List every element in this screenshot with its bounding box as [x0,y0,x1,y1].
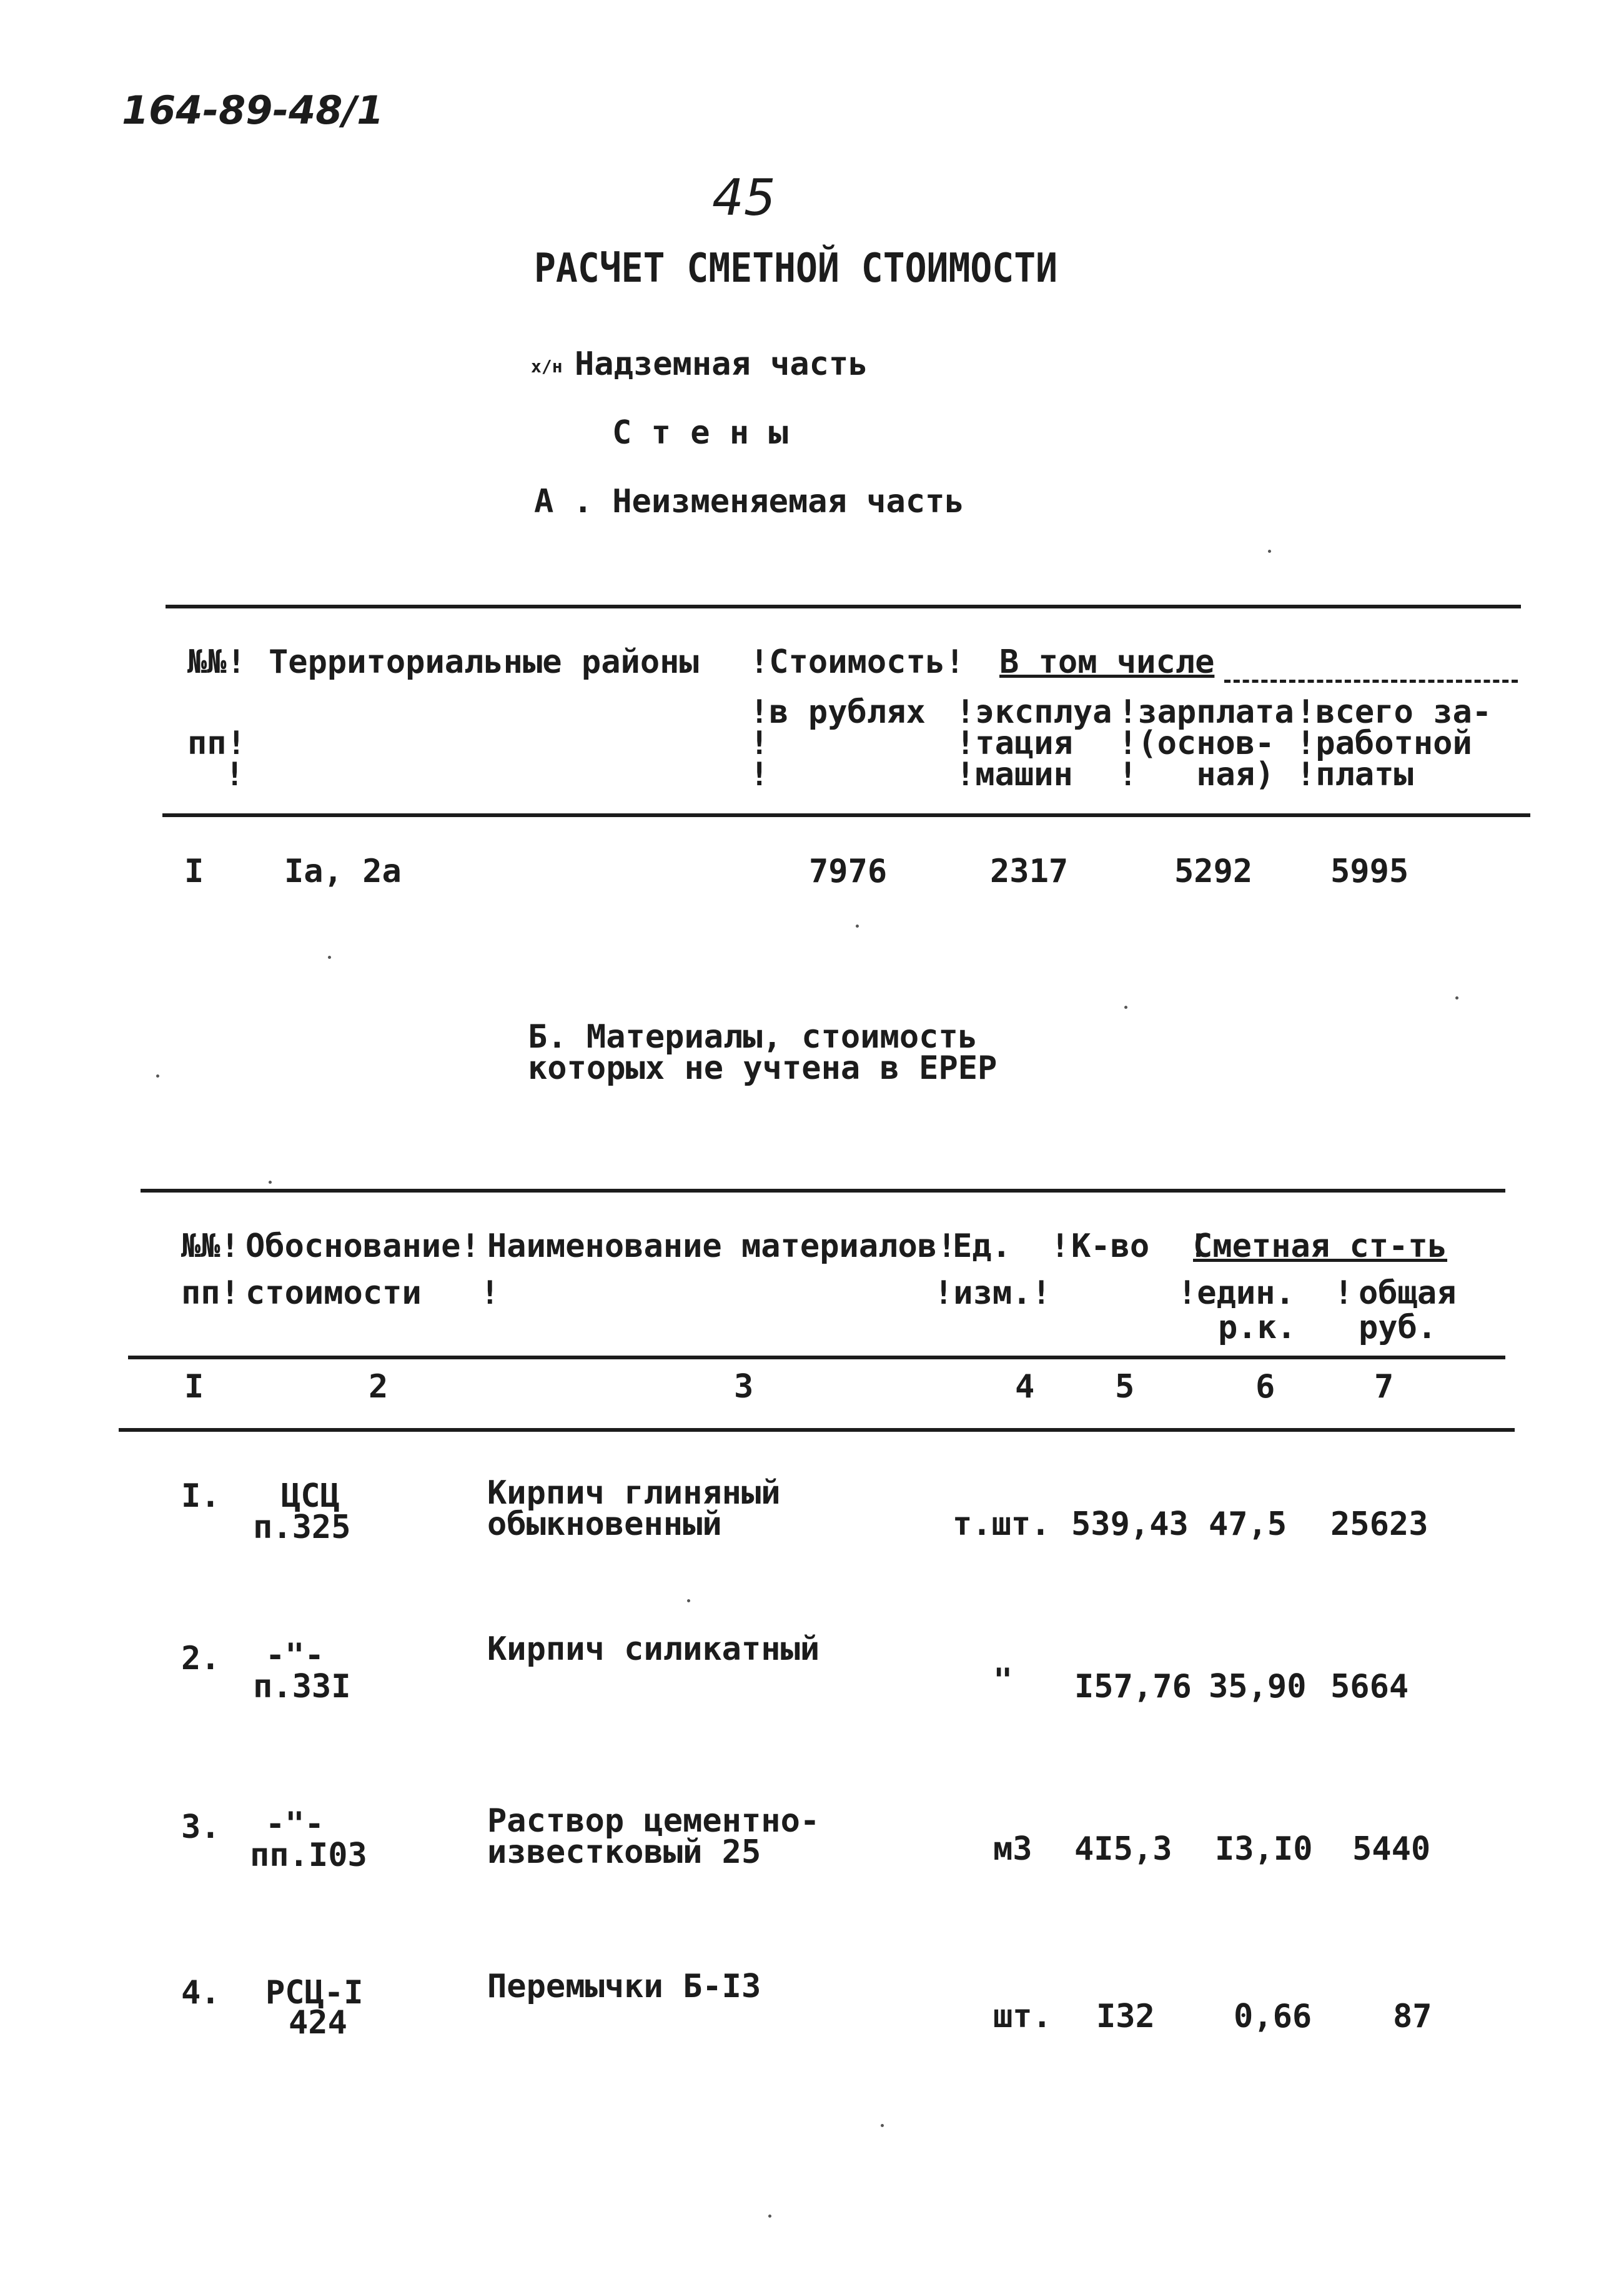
column-number: 7 [1374,1368,1394,1406]
table-a-group-dashes [1224,680,1518,683]
row-regions: Iа, 2а [284,853,402,890]
row-unit: т.шт. [953,1506,1051,1543]
row-unit: " [993,1662,1013,1699]
part-a-heading: А . Неизменяемая часть [534,483,964,520]
row-basis: РСЦ-I [265,1974,364,2012]
table-b-header-rule [128,1356,1505,1359]
table-a-header-rule [162,813,1530,817]
table-b-header-total: общая [1359,1274,1457,1312]
column-number: I [184,1368,204,1406]
table-a-header-salary-total: !платы [1296,756,1414,793]
row-basis: п.325 [253,1509,351,1546]
table-b-header-total: руб. [1359,1309,1437,1346]
row-quantity: 539,43 [1071,1506,1189,1543]
row-salary-total: 5995 [1330,853,1409,890]
document-title: РАСЧЕТ СМЕТНОЙ СТОИМОСТИ [534,244,1058,292]
row-number: 2. [181,1640,220,1677]
table-a-header-cost: ! [750,725,770,762]
table-b-header-num: №№! [181,1228,240,1265]
row-material-name: Кирпич глиняный [487,1474,781,1512]
row-number: I [184,853,204,890]
column-number: 4 [1015,1368,1035,1406]
table-a-header-group: В том числе [999,643,1215,681]
column-number: 5 [1115,1368,1135,1406]
section-heading: Надземная часть [575,345,868,383]
row-number: 4. [181,1974,220,2012]
table-a-header-machines: !эксплуа [956,693,1112,731]
row-unit-price: 35,90 [1209,1668,1307,1705]
row-unit-price: 47,5 [1209,1506,1287,1543]
row-total: 5440 [1352,1830,1431,1868]
row-quantity: I32 [1096,1998,1155,2035]
table-b-header-unit: !изм.! [934,1274,1051,1312]
row-cost: 7976 [809,853,888,890]
row-total: 5664 [1330,1668,1409,1705]
table-b-header-qty: К-во ! [1071,1228,1209,1265]
row-material-name: обыкновенный [487,1506,722,1543]
table-a-header-machines: !машин [956,756,1073,793]
row-material-name: Перемычки Б-I3 [487,1968,761,2005]
row-material-name: Кирпич силикатный [487,1630,820,1668]
table-a-header-machines: !тация [956,725,1073,762]
table-a-header-salary: ! ная) [1118,756,1275,793]
row-unit-price: 0,66 [1234,1998,1312,2035]
table-a-header-salary-total: !всего за- [1296,693,1492,731]
row-machines: 2317 [990,853,1069,890]
row-basis: -"- [265,1805,324,1843]
table-b-header-num: пп! [181,1274,240,1312]
table-a-top-rule [166,605,1521,608]
table-a-header-num: ! [225,756,245,793]
row-unit: шт. [993,1998,1052,2035]
table-a-header-salary: !(основ- [1118,725,1275,762]
row-quantity: I57,76 [1074,1668,1192,1705]
table-b-columns-rule [119,1428,1515,1432]
page-number: 45 [712,169,776,227]
table-a-header-regions: Территориальные районы [269,643,699,681]
row-basis: 424 [289,2004,347,2041]
table-a-header-cost: !в рублях [750,693,926,731]
section-marker: х/н [531,356,563,377]
subsection-heading: С т е н ы [612,414,788,452]
table-b-header-name: Наименование материалов! [487,1228,957,1265]
table-b-header-basis: Обоснование! [245,1228,480,1265]
row-quantity: 4I5,3 [1074,1830,1172,1868]
table-a-header-num: пп! [187,725,246,762]
row-total: 25623 [1330,1506,1428,1543]
row-number: I. [181,1477,220,1515]
table-b-header-unit-price: !един. ! [1177,1274,1354,1312]
row-material-name: известковый 25 [487,1833,761,1871]
column-number: 2 [369,1368,389,1406]
part-b-heading-line1: Б. Материалы, стоимость [528,1018,978,1056]
row-basis: -"- [265,1637,324,1674]
table-b-header-basis: стоимости ! [245,1274,500,1312]
column-number: 6 [1255,1368,1275,1406]
table-a-header-num: №№! [187,643,246,681]
row-total: 87 [1393,1998,1432,2035]
row-unit: м3 [993,1830,1032,1868]
table-a-header-cost: ! [750,756,770,793]
table-a-header-salary: !зарплата [1118,693,1294,731]
row-basis: ЦСЦ [281,1477,340,1515]
row-basis: пп.I03 [250,1837,367,1874]
row-basis: п.33I [253,1668,351,1705]
row-material-name: Раствор цементно- [487,1802,820,1840]
row-unit-price: I3,I0 [1215,1830,1313,1868]
row-salary-base: 5292 [1174,853,1253,890]
table-b-header-unit-price: р.к. [1218,1309,1297,1346]
table-b-top-rule [141,1189,1505,1193]
table-b-header-unit: Ед. ! [953,1228,1070,1265]
table-b-header-group: Сметная ст-ть [1193,1228,1447,1265]
row-number: 3. [181,1808,220,1846]
column-number: 3 [734,1368,754,1406]
doc-number: 164-89-48/1 [122,87,384,133]
table-a-header-salary-total: !работной [1296,725,1472,762]
table-a-header-cost: !Стоимость! [750,643,965,681]
part-b-heading-line2: которых не учтена в ЕРЕР [528,1049,998,1087]
